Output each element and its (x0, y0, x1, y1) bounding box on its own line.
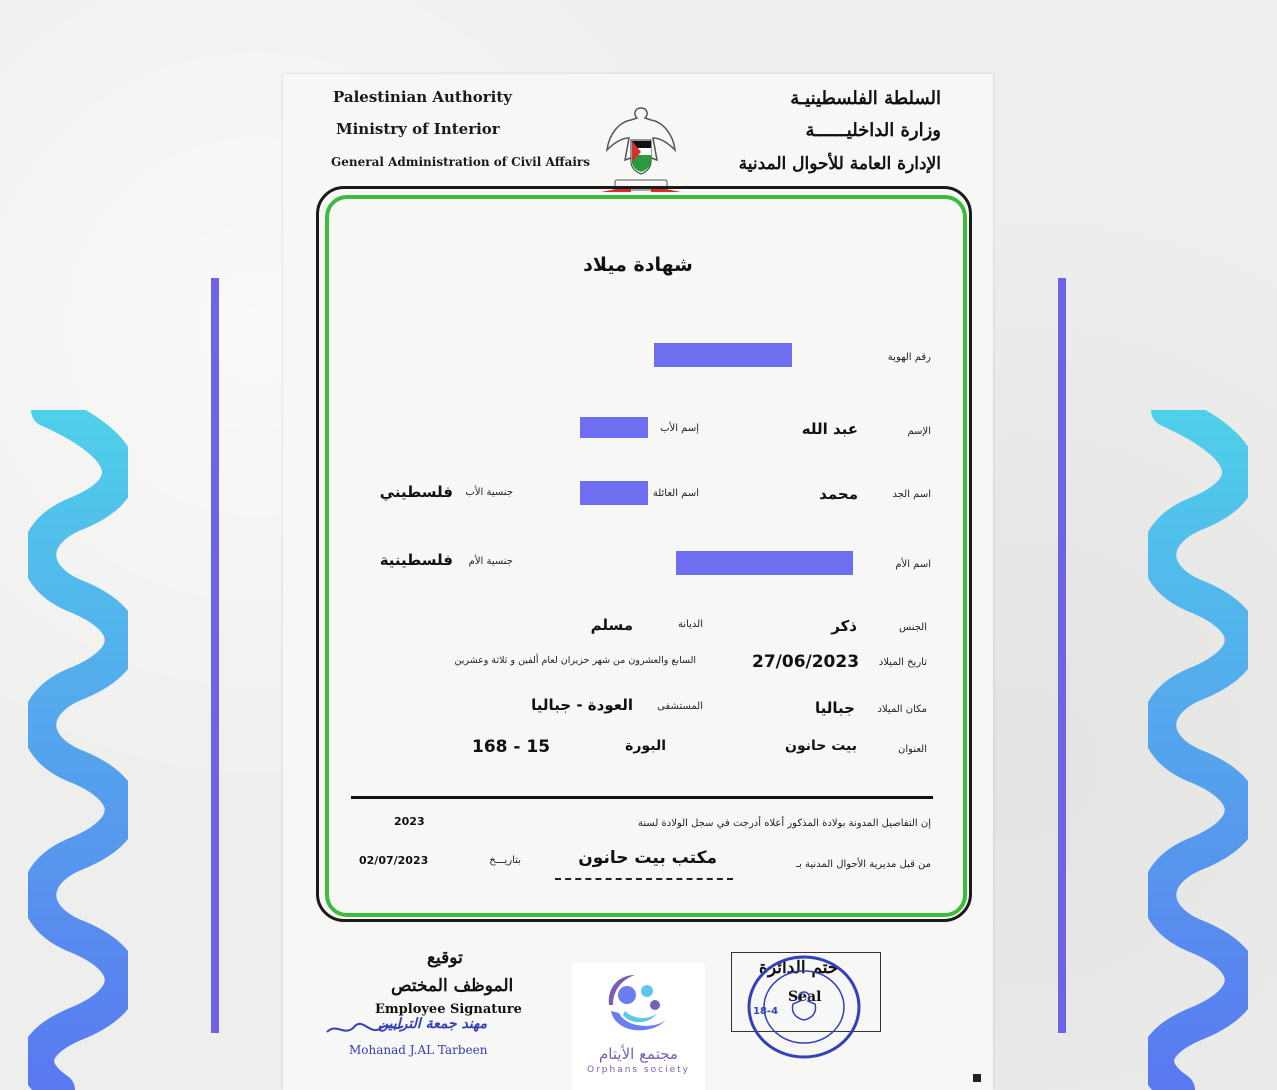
label-birth-date: تاريخ الميلاد (878, 657, 927, 668)
header-ministry-ar: وزارة الداخليــــــة (805, 120, 941, 141)
registration-dated-label: بتاريـــخ (489, 855, 521, 866)
label-father-nationality: جنسية الأب (465, 487, 513, 498)
logo-name-ar: مجتمع الأيتام (599, 1045, 678, 1063)
value-name: عبد الله (801, 420, 858, 438)
value-address-area: البورة (625, 738, 666, 754)
signature-label-ar: توقيع (427, 948, 463, 968)
registration-date: 02/07/2023 (359, 854, 429, 867)
registration-statement: إن التفاصيل المدونة بولادة المذكور أعلاه أدرجت في سجل الولادة لسنة (638, 818, 931, 829)
left-accent-bar (211, 278, 219, 1033)
signature-label-en: Employee Signature (375, 1002, 522, 1017)
registration-office: مكتب بيت حانون (578, 848, 717, 868)
value-birth-place: جباليا (815, 699, 855, 717)
redacted-father-name (580, 417, 648, 438)
orphans-society-logo-card (572, 963, 705, 1090)
seal-label-en: Seal (788, 989, 822, 1005)
value-father-nationality: فلسطيني (379, 483, 453, 501)
eagle-emblem-icon (601, 100, 681, 196)
logo-name-en: Orphans society (586, 1065, 690, 1075)
registration-directorate-label: من قبل مديرية الأحوال المدنية بـ (796, 859, 931, 870)
value-grandfather: محمد (819, 485, 858, 503)
redacted-family-name (580, 481, 648, 505)
registration-year: 2023 (394, 815, 425, 828)
right-wave-decoration (1148, 410, 1248, 1090)
label-father-name: إسم الأب (660, 423, 699, 434)
employee-label-ar: الموظف المختص (391, 976, 514, 996)
value-address-block: 168 - 15 (472, 737, 551, 757)
certificate-title: شهادة ميلاد (583, 254, 693, 276)
value-birth-date-words: السابع والعشرون من شهر حزيران لعام ألفين و ثلاثة وعشرين (454, 655, 696, 666)
label-family-name: اسم العائلة (652, 488, 699, 499)
value-hospital: العودة - جباليا (531, 696, 633, 714)
header-authority-en: Palestinian Authority (333, 88, 512, 106)
header-administration-ar: الإدارة العامة للأحوال المدنية (738, 154, 941, 174)
redacted-mother-name (676, 551, 853, 575)
seal-label-ar: ختم الدائرة (759, 958, 839, 978)
office-underline (555, 878, 733, 880)
right-accent-bar (1058, 278, 1066, 1033)
value-religion: مسلم (590, 616, 633, 634)
section-divider (351, 796, 933, 799)
header-administration-en: General Administration of Civil Affairs (331, 155, 591, 169)
signer-name-en: Mohanad J.AL Tarbeen (349, 1043, 488, 1057)
official-stamp-icon (745, 954, 863, 1060)
paper-mark (973, 1074, 981, 1082)
label-grandfather: اسم الجد (892, 489, 931, 500)
stamp-number: 18-4 (753, 1006, 779, 1017)
birth-certificate (283, 74, 993, 1090)
label-birth-place: مكان الميلاد (877, 704, 927, 715)
value-birth-date: 27/06/2023 (752, 652, 860, 672)
signer-name-ar: مهند جمعة الترابين (378, 1016, 488, 1032)
label-address: العنوان (898, 744, 927, 755)
label-id-number: رقم الهوية (887, 352, 931, 363)
handwritten-signature (325, 1014, 405, 1044)
value-address-city: بيت حانون (785, 738, 857, 754)
redacted-id-number (654, 343, 792, 367)
label-mother-name: اسم الأم (895, 559, 931, 570)
left-wave-decoration (28, 410, 128, 1090)
header-authority-ar: السلطة الفلسطينيـة (790, 88, 941, 109)
label-name: الإسم (907, 426, 931, 437)
header-ministry-en: Ministry of Interior (336, 120, 500, 138)
label-religion: الديانة (677, 619, 703, 630)
label-mother-nationality: جنسية الأم (468, 556, 513, 567)
label-hospital: المستشفى (657, 701, 703, 712)
orphans-society-logo-icon (605, 971, 673, 1041)
value-gender: ذكر (831, 617, 857, 635)
label-gender: الجنس (898, 622, 927, 633)
value-mother-nationality: فلسطينية (379, 551, 453, 569)
